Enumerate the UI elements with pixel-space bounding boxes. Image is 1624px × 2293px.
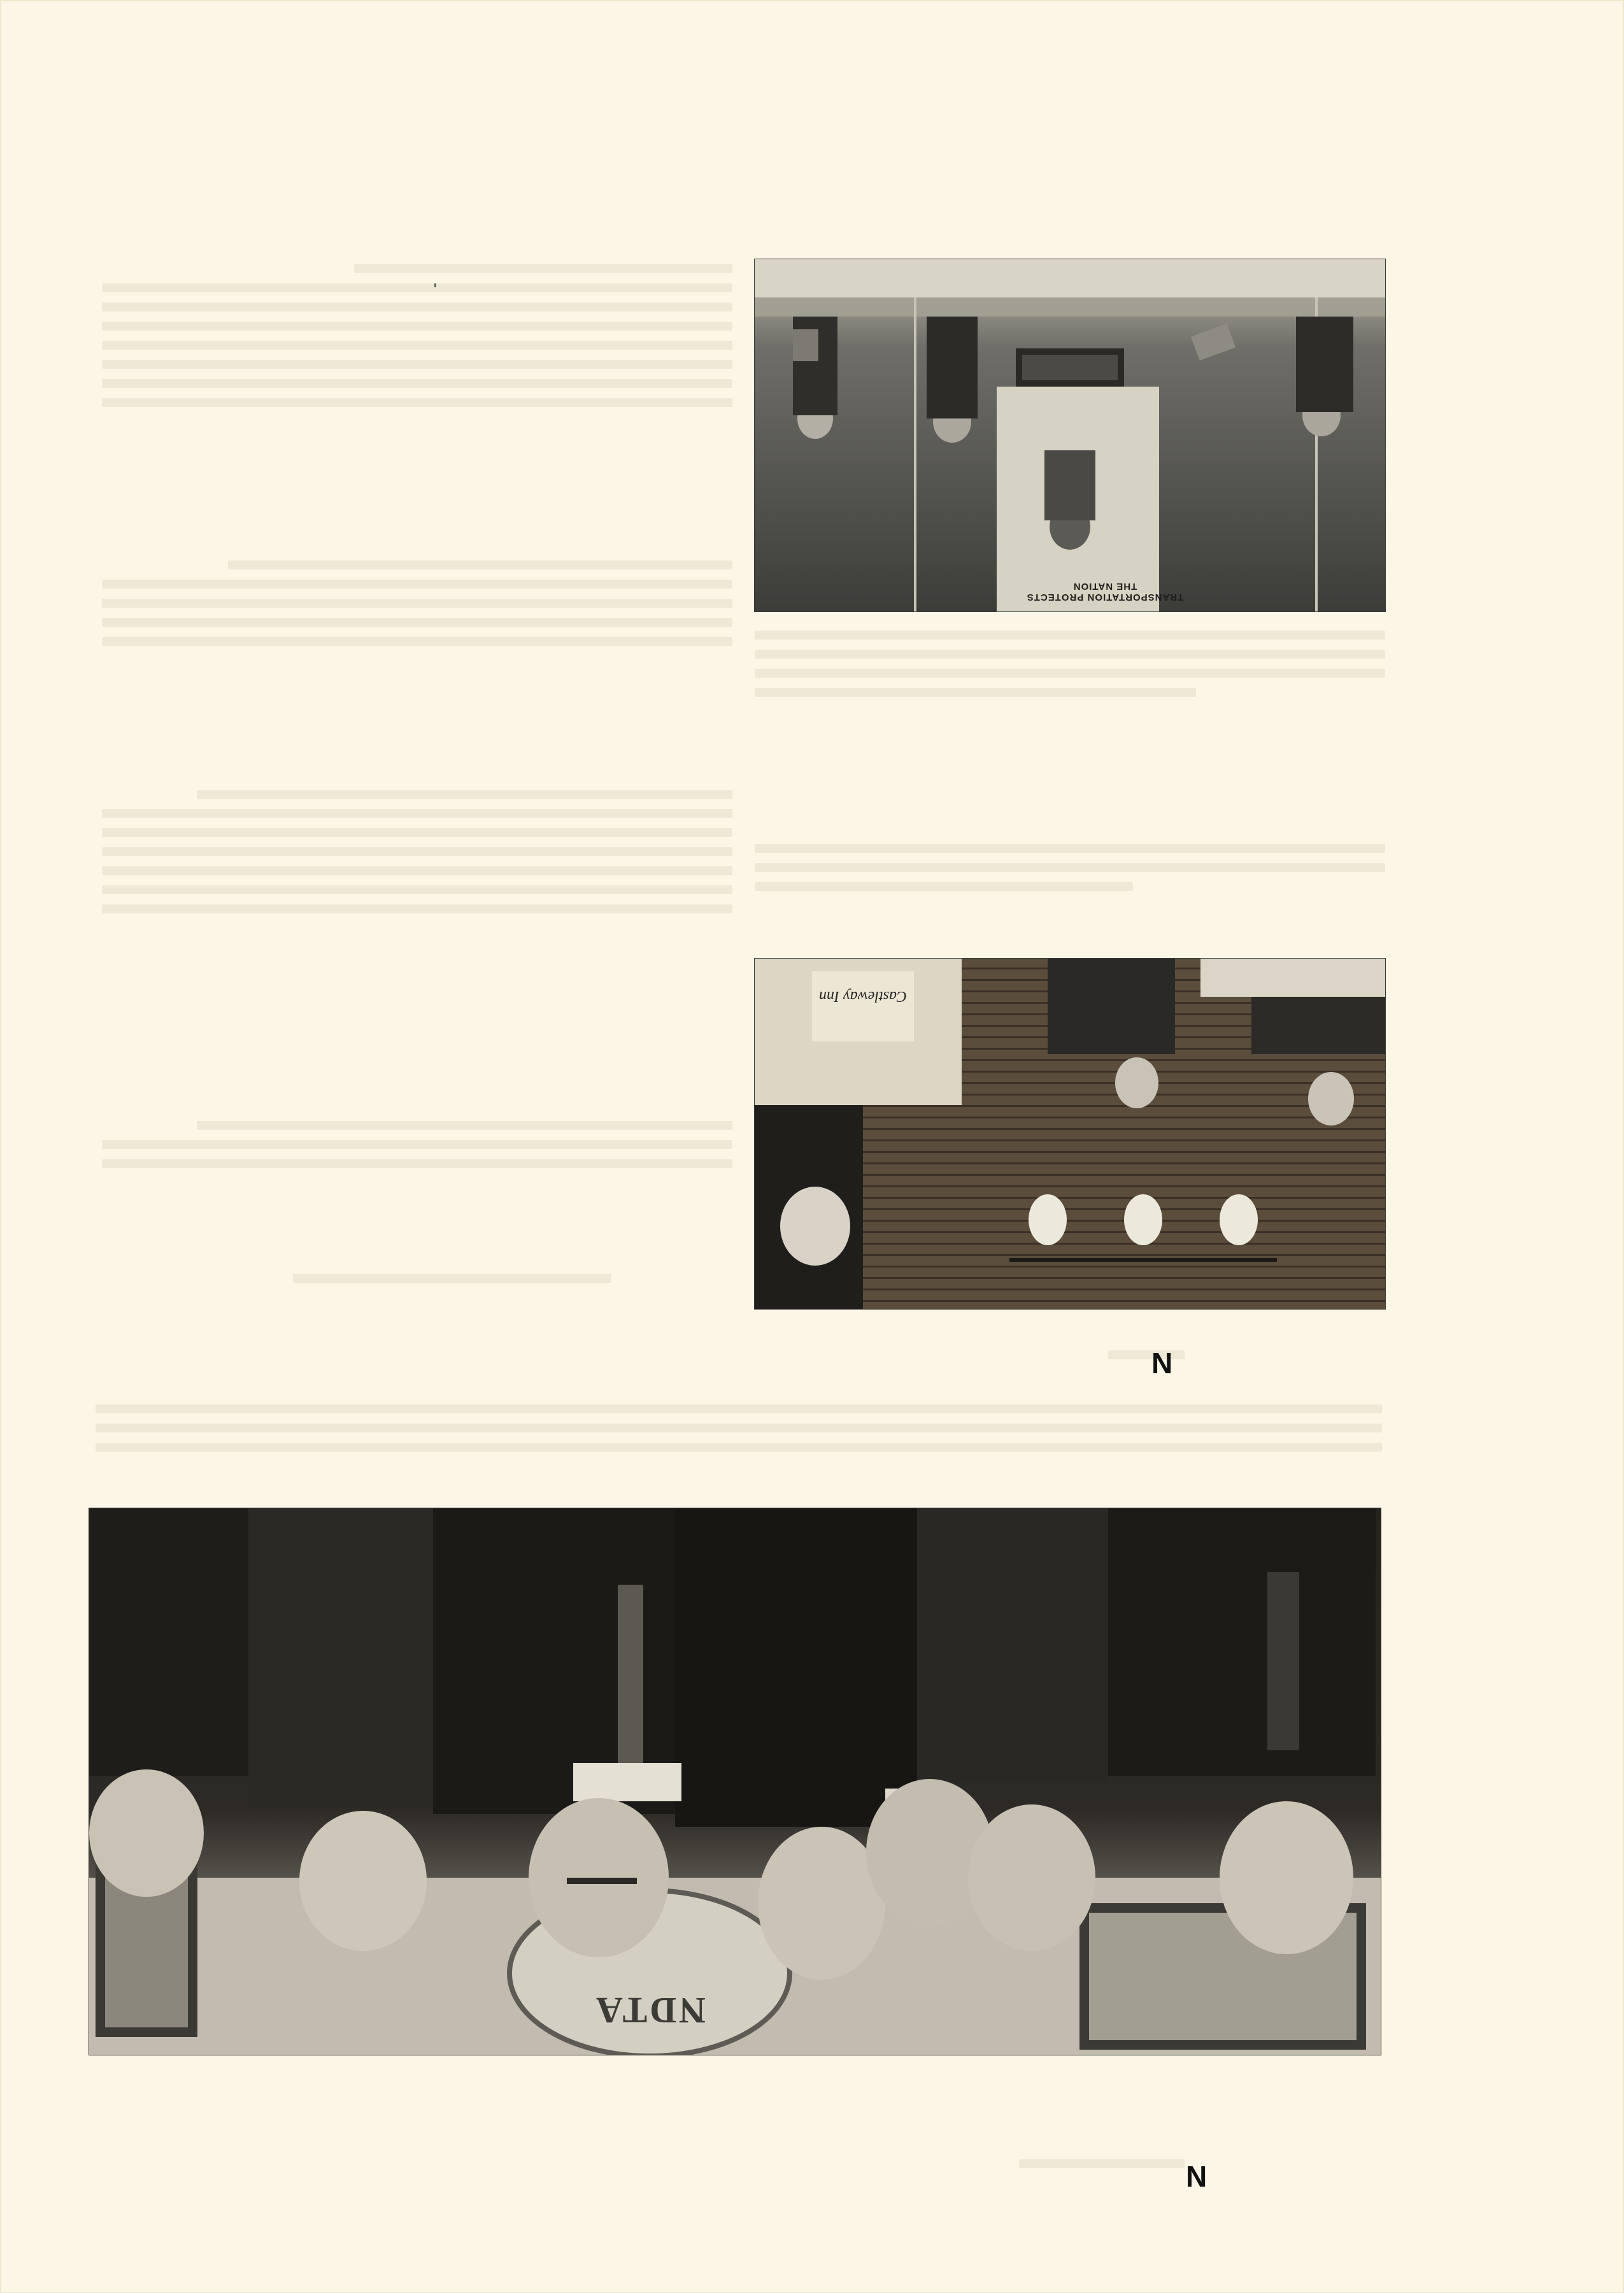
banner-text: TRANSPORTATION PROTECTS THE NATION [1026,581,1184,603]
lectern-nameplate: Castleway Inn [819,988,907,1004]
bleed-through-heading-left [293,1274,611,1293]
bleed-through-heading-right [1108,1350,1185,1369]
bleed-through-text-full [96,1404,1382,1462]
photo-group-portrait [89,1508,1381,2055]
photo-marker-bottom: N [1186,2160,1207,2193]
photo-group-portrait-image [89,1508,1381,2055]
bleed-through-text-left-4 [102,1121,732,1178]
bleed-through-text-left-1 [102,264,732,417]
photo-banquet-podium [755,259,1385,611]
photo-lectern-speaker-image [755,959,1385,1309]
photo-marker-middle: N [1151,1347,1173,1380]
bleed-through-text-right-1 [755,631,1385,707]
emblem-text: NDTA [593,1990,706,2031]
bleed-through-text-right-2 [755,844,1385,901]
photo-banquet-podium-image [755,259,1385,611]
bleed-through-text-left-3 [102,790,732,924]
bleed-through-text-left-2 [102,561,732,656]
photo-lectern-speaker [755,959,1385,1309]
bleed-through-heading-bottom [1019,2159,1185,2178]
speck-mark [434,283,436,287]
